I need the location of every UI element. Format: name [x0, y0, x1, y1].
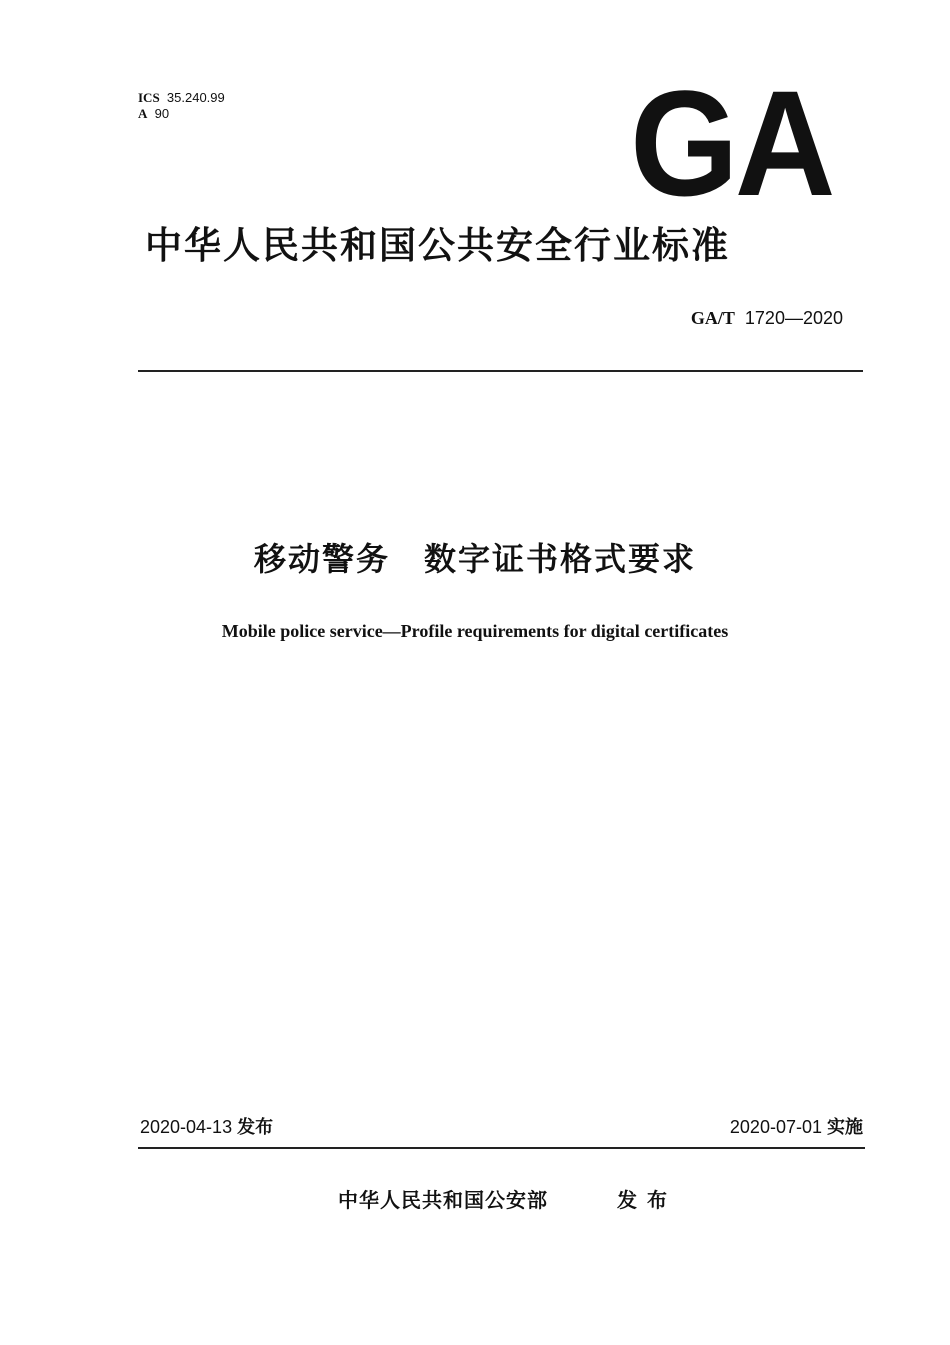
standard-code-number: 1720—2020 — [744, 308, 843, 328]
publisher-name: 中华人民共和国公安部 — [338, 1188, 548, 1212]
footer-divider — [138, 1147, 865, 1149]
issue-date: 2020-04-13 — [140, 1117, 233, 1137]
implement-date-block — [730, 1115, 863, 1140]
chinese-title — [0, 537, 950, 581]
publish-label: 发布 — [617, 1188, 677, 1212]
issue-label: 发布 — [237, 1117, 274, 1138]
ics-label: ICS — [138, 90, 160, 105]
ga-logo: GA — [630, 59, 832, 227]
standard-code-prefix: GA/T — [690, 308, 735, 328]
standard-category-title: 中华人民共和国公共安全行业标准 — [145, 224, 730, 267]
implement-date: 2020-07-01 — [729, 1117, 822, 1137]
chinese-title-part2: 数字证书格式要求 — [424, 540, 697, 578]
header-divider — [138, 370, 863, 372]
ics-block — [138, 90, 225, 122]
chinese-title-part1: 移动警务 — [253, 540, 390, 578]
ics-code: 35.240.99 — [166, 90, 225, 105]
standard-code — [691, 307, 843, 329]
class-code: 90 — [154, 106, 170, 121]
english-title: Mobile police service—Profile requirements for digital certificates — [221, 621, 729, 641]
issue-date-block — [140, 1115, 273, 1140]
class-line — [138, 106, 225, 122]
class-label: A — [138, 106, 148, 121]
implement-label: 实施 — [827, 1117, 863, 1138]
ics-line — [138, 90, 225, 106]
